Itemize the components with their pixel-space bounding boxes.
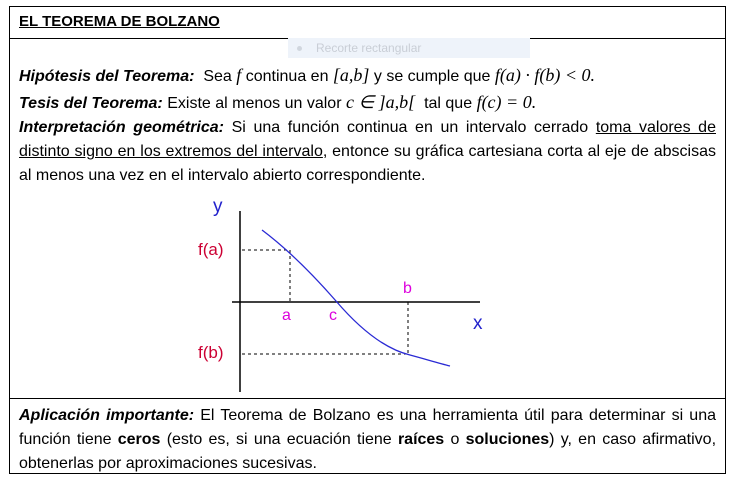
hypothesis-paragraph: [19, 63, 716, 89]
interpretation-underlined: toma valores de distinto signo en los extremos del intervalo: [19, 119, 716, 160]
function-symbol: f: [236, 65, 242, 85]
keyword-soluciones: soluciones: [465, 431, 550, 448]
application-text: o: [450, 431, 460, 448]
thesis-paragraph: [19, 90, 716, 116]
rectangular-snip-overlay[interactable]: [288, 38, 530, 58]
bolzano-graph: [10, 189, 727, 401]
thesis-text: Existe al menos un valor: [167, 95, 342, 112]
content-row: [10, 39, 725, 399]
interpretation-paragraph: [19, 116, 716, 188]
thesis-text: tal que: [424, 95, 473, 112]
hypothesis-text: y se cumple que: [373, 68, 491, 85]
closed-interval: [a,b]: [332, 65, 370, 85]
thesis-label: Tesis del Teorema:: [19, 95, 163, 112]
keyword-raices: raíces: [397, 431, 445, 448]
fa-label: f(a): [198, 240, 224, 259]
sign-condition: f(a) · f(b) < 0.: [494, 65, 595, 85]
application-text: ) y, en caso afirmativo, obtenerlas por aproximaciones sucesivas.: [19, 431, 717, 472]
application-section: [10, 399, 725, 475]
hypothesis-text: continua en: [245, 68, 329, 85]
root-condition: f(c) = 0.: [476, 92, 537, 112]
c-label: c: [329, 307, 337, 324]
open-interval: c ∈ ]a,b[: [345, 92, 416, 112]
a-label: a: [282, 307, 291, 324]
title-row: [10, 7, 725, 39]
snip-label: Recorte rectangular: [316, 41, 422, 55]
application-paragraph: [19, 404, 716, 476]
hypothesis-label: Hipótesis del Teorema:: [19, 68, 195, 85]
interpretation-text: , entonce su gráfica cartesiana corta al eje de abscisas al menos una vez en el intervalo abierto correspondiente.: [19, 143, 716, 184]
fb-label: f(b): [198, 343, 224, 362]
application-text: El Teorema de Bolzano es una herramienta útil para determinar si una función tiene: [19, 407, 717, 448]
x-axis-label: x: [473, 313, 483, 334]
interpretation-text: Si una función continua en un intervalo cerrado: [231, 119, 589, 136]
b-label: b: [403, 280, 412, 297]
y-axis-label: y: [213, 196, 223, 217]
snip-dot-icon: [297, 46, 302, 51]
application-text: (esto es, si una ecuación tiene: [166, 431, 392, 448]
application-label: Aplicación importante:: [19, 407, 195, 424]
hypothesis-text: Sea: [203, 68, 232, 85]
interpretation-label: Interpretación geométrica:: [19, 119, 224, 136]
document-title: EL TEOREMA DE BOLZANO: [19, 13, 220, 30]
document-box: [9, 6, 726, 474]
keyword-ceros: ceros: [117, 431, 161, 448]
